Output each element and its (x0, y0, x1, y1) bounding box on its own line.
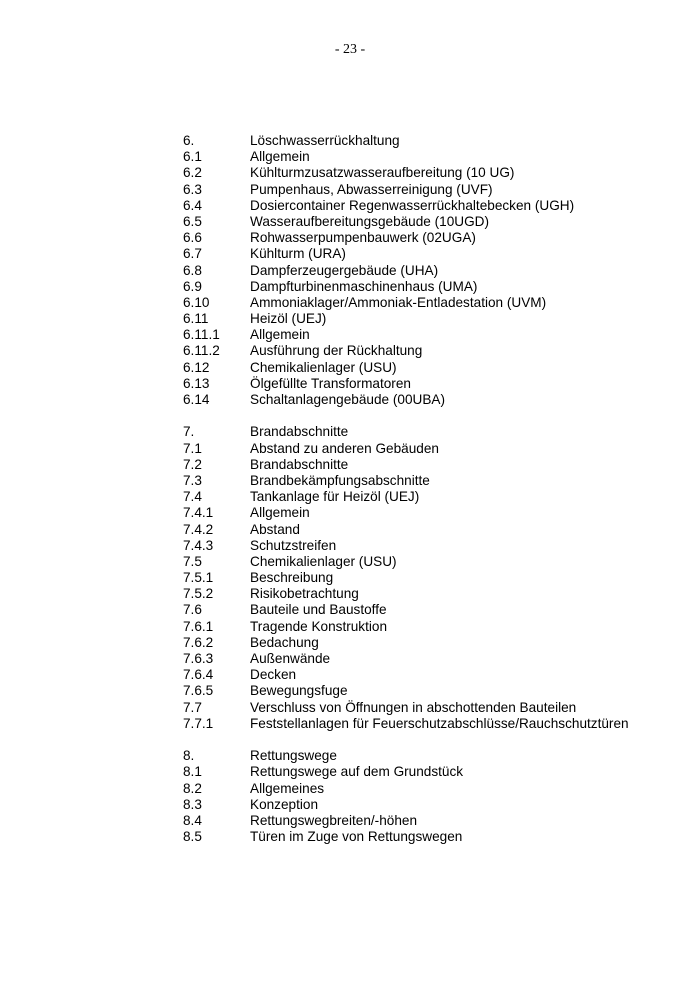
toc-entry-number: 6.13 (183, 375, 210, 391)
toc-entry-title: Tankanlage für Heizöl (UEJ) (250, 489, 420, 505)
toc-entry (183, 586, 683, 602)
toc-entry-title: Schaltanlagengebäude (00UBA) (250, 392, 445, 407)
toc-entry-title: Türen im Zuge von Rettungswegen (250, 829, 463, 845)
toc-entry (183, 619, 683, 635)
toc-entry-number: 7.4.2 (183, 521, 214, 537)
toc-entry-title: Konzeption (250, 796, 319, 812)
toc-entry (183, 522, 683, 538)
toc-entry (183, 651, 683, 667)
toc-entry-title: Abstand (250, 521, 300, 537)
toc-entry-title: Pumpenhaus, Abwasserreinigung (UVF) (250, 181, 493, 197)
toc-entry-number: 7.4.3 (183, 537, 214, 553)
toc-entry-number: 7.7 (183, 699, 202, 715)
toc-entry-title: Ammoniaklager/Ammoniak-Entladestation (UVM) (250, 294, 547, 310)
toc-entry (183, 457, 683, 473)
toc-entry-number: 6.12 (183, 359, 210, 375)
toc-entry-title: Verschluss von Öffnungen in abschottenden Bauteilen (250, 699, 577, 715)
toc-entry-number: 6.14 (183, 392, 210, 407)
toc-entry-title: Allgemein (250, 149, 310, 165)
toc-entry-title: Dampfturbinenmaschinenhaus (UMA) (250, 278, 478, 294)
toc-entry (183, 295, 683, 311)
toc-entry (183, 198, 683, 214)
toc-entry-number: 6.6 (183, 230, 202, 246)
toc-entry (183, 343, 683, 359)
toc-entry-title: Wasseraufbereitungsgebäude (10UGD) (250, 213, 490, 229)
toc-entry-title: Brandbekämpfungsabschnitte (250, 472, 430, 488)
toc-entry-number: 6.10 (183, 294, 210, 310)
toc-entry-title: Ausführung der Rückhaltung (250, 343, 423, 359)
toc-entry (183, 360, 683, 376)
toc-entry-title: Kühlturm (URA) (250, 246, 346, 262)
toc-entry-number: 7.6.1 (183, 618, 214, 634)
toc-entry-title: Rettungswege (250, 748, 337, 764)
toc-section (183, 748, 683, 845)
toc-entry (183, 214, 683, 230)
toc-entry-number: 8.5 (183, 829, 202, 845)
toc-entry-title: Decken (250, 667, 297, 683)
toc-entry-number: 6.2 (183, 165, 202, 181)
toc-entry-number: 6.5 (183, 213, 202, 229)
toc-entry-number: 7. (183, 424, 195, 440)
toc-entry (183, 683, 683, 699)
toc-entry (183, 165, 683, 181)
toc-entry (183, 230, 683, 246)
toc-section (183, 133, 683, 408)
toc-entry-number: 7.1 (183, 440, 202, 456)
toc-entry (183, 149, 683, 165)
toc-entry-number: 6.11.1 (183, 327, 220, 343)
toc-entry (183, 473, 683, 489)
toc-entry (183, 602, 683, 618)
toc-entry (183, 424, 683, 440)
toc-entry-title: Beschreibung (250, 570, 334, 586)
toc-entry-title: Bauteile und Baustoffe (250, 602, 387, 618)
toc-entry-title: Brandabschnitte (250, 456, 349, 472)
toc-entry (183, 246, 683, 262)
toc-entry-title: Tragende Konstruktion (250, 618, 388, 634)
toc-entry-title: Allgemein (250, 327, 310, 343)
page-number: - 23 - (334, 42, 366, 57)
toc-entry-title: Abstand zu anderen Gebäuden (250, 440, 439, 456)
toc-entry (183, 748, 683, 764)
toc-entry (183, 263, 683, 279)
toc-entry (183, 505, 683, 521)
toc-entry-number: 6.11 (183, 311, 209, 327)
toc-entry-title: Feststellanlagen für Feuerschutzabschlüsse/Rauchschutztüren (250, 715, 629, 731)
toc-entry-number: 8.3 (183, 796, 202, 812)
toc-entry-number: 7.5.2 (183, 586, 214, 602)
toc-entry-number: 8.1 (183, 764, 202, 780)
toc-entry-number: 7.5 (183, 553, 202, 569)
toc-entry (183, 311, 683, 327)
toc-entry-number: 6.11.2 (183, 343, 220, 359)
toc-entry-title: Rettungswegbreiten/-höhen (250, 812, 418, 828)
toc-entry-number: 7.6 (183, 602, 202, 618)
toc-entry-title: Chemikalienlager (USU) (250, 359, 397, 375)
toc-entry (183, 133, 683, 149)
toc-entry-number: 6.8 (183, 262, 202, 278)
toc-entry-number: 7.6.3 (183, 651, 214, 666)
toc-entry-number: 6.3 (183, 181, 202, 197)
toc-entry-number: 7.6.5 (183, 683, 214, 699)
toc-entry-title: Rettungswege auf dem Grundstück (250, 764, 464, 780)
toc-entry-number: 7.2 (183, 456, 202, 472)
table-of-contents (183, 133, 683, 845)
toc-entry (183, 797, 683, 813)
toc-entry-number: 6.9 (183, 278, 202, 294)
toc-entry-title: Ölgefüllte Transformatoren (250, 375, 411, 391)
toc-entry (183, 829, 683, 845)
toc-entry (183, 813, 683, 829)
toc-entry-number: 7.7.1 (183, 715, 214, 731)
toc-entry-number: 6.4 (183, 197, 202, 213)
toc-entry (183, 570, 683, 586)
toc-entry-number: 8. (183, 748, 195, 764)
toc-entry-title: Rohwasserpumpenbauwerk (02UGA) (250, 230, 476, 246)
toc-entry-title: Dampferzeugergebäude (UHA) (250, 262, 439, 278)
toc-entry (183, 781, 683, 797)
toc-entry (183, 554, 683, 570)
toc-entry-title: Kühlturmzusatzwasseraufbereitung (10 UG) (250, 165, 515, 181)
toc-entry-number: 6.1 (183, 149, 202, 165)
toc-entry-title: Brandabschnitte (250, 424, 349, 440)
toc-entry (183, 182, 683, 198)
toc-entry-title: Risikobetrachtung (250, 586, 359, 602)
toc-entry (183, 700, 683, 716)
toc-entry (183, 376, 683, 392)
toc-entry-number: 7.4 (183, 489, 202, 505)
toc-entry-title: Schutzstreifen (250, 537, 337, 553)
toc-entry-number: 8.2 (183, 780, 202, 796)
toc-section (183, 424, 683, 732)
toc-entry-title: Heizöl (UEJ) (250, 311, 327, 327)
toc-entry-number: 6.7 (183, 246, 202, 262)
toc-entry-title: Bedachung (250, 634, 319, 650)
toc-entry (183, 441, 683, 457)
toc-entry (183, 538, 683, 554)
toc-entry (183, 635, 683, 651)
toc-entry-number: 7.6.2 (183, 634, 214, 650)
toc-entry-title: Außenwände (250, 651, 331, 666)
toc-entry-title: Löschwasserrückhaltung (250, 133, 400, 148)
toc-entry (183, 667, 683, 683)
toc-entry-title: Allgemein (250, 505, 310, 521)
toc-entry (183, 716, 683, 732)
toc-entry (183, 327, 683, 343)
toc-entry (183, 764, 683, 780)
toc-entry-title: Allgemeines (250, 780, 325, 796)
toc-entry-number: 7.3 (183, 472, 202, 488)
toc-entry-number: 7.4.1 (183, 505, 214, 521)
toc-entry-number: 7.5.1 (183, 570, 214, 586)
toc-entry-title: Bewegungsfuge (250, 683, 348, 699)
toc-entry-title: Dosiercontainer Regenwasserrückhaltebecken (UGH) (250, 197, 575, 213)
toc-entry (183, 279, 683, 295)
toc-entry-number: 7.6.4 (183, 667, 214, 683)
toc-entry (183, 392, 683, 408)
toc-entry-number: 6. (183, 133, 195, 148)
toc-entry (183, 489, 683, 505)
toc-entry-number: 8.4 (183, 812, 202, 828)
toc-entry-title: Chemikalienlager (USU) (250, 553, 397, 569)
